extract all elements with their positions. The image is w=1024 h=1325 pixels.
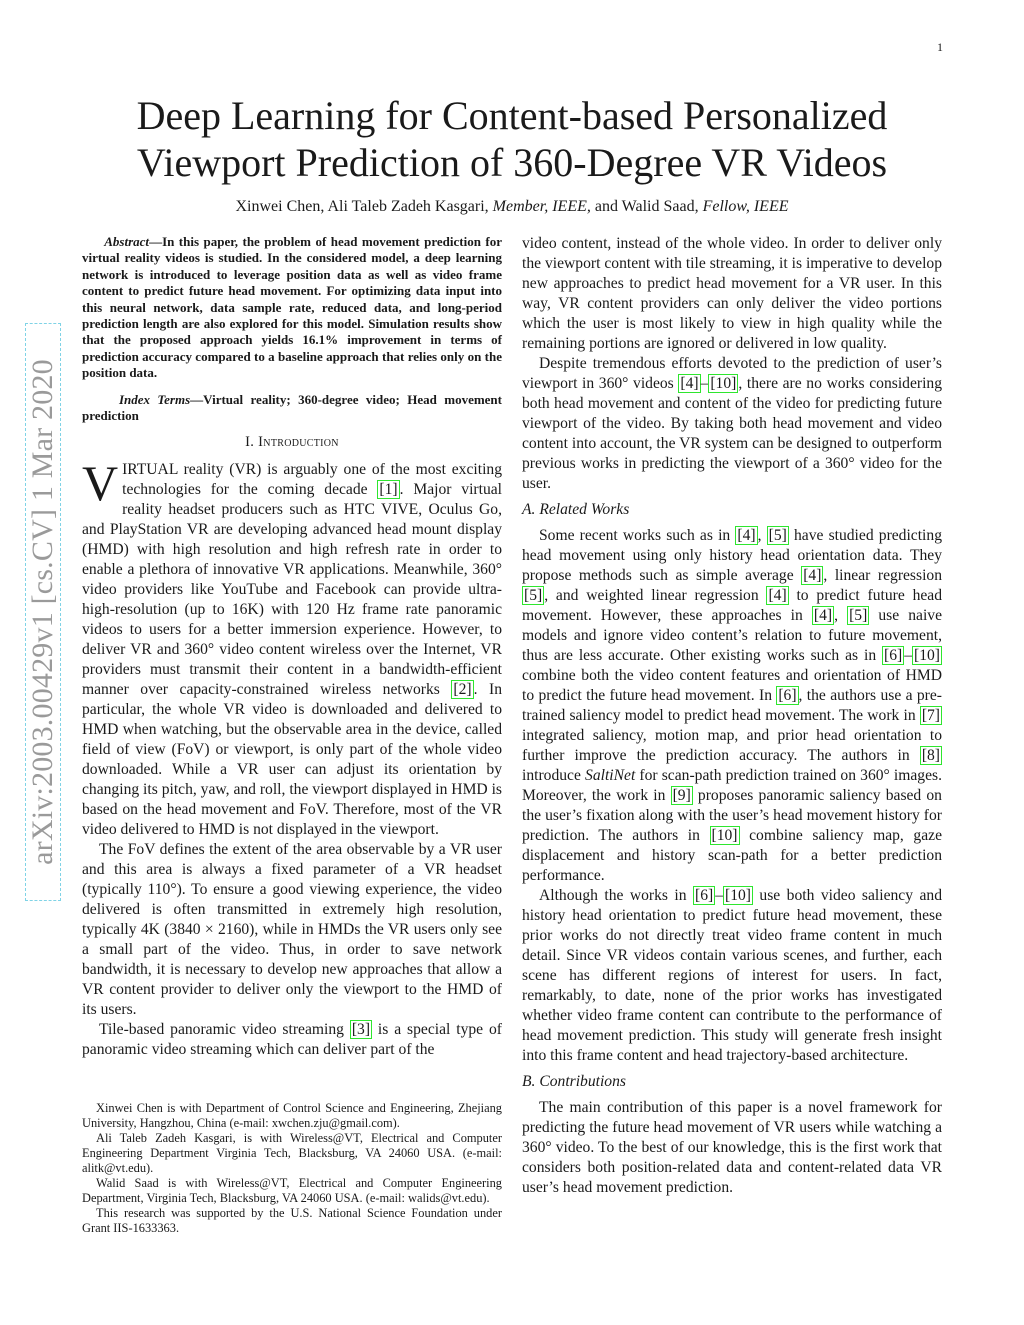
section-heading-introduction (82, 432, 502, 452)
citation-link[interactable]: [8] (921, 747, 940, 764)
intro-paragraph-1 (82, 455, 503, 840)
author-last: and Walid Saad, (594, 198, 699, 215)
citation-link[interactable]: [2] (453, 681, 472, 699)
subsection-heading-contributions: B. Contributions (522, 1073, 626, 1090)
footnotes (82, 1101, 502, 1236)
citation-link[interactable]: [4] (813, 607, 833, 624)
footnote: Xinwei Chen is with Department of Control Science and Engineering, Zhejiang University, Hangzhou, China (e-mail: xwchen.zju@gmail.com). (82, 1101, 502, 1130)
citation-link[interactable]: [10] (725, 887, 751, 904)
body-text: , and weighted linear regression (544, 587, 767, 604)
body-text: use both video saliency and history head orientation to predict future head movement, these prior works do not directly treat video frame content in much detail. Since VR videos contain various scenes, and further, each scene has different regions of interest for users. In fact, remarkably, to date, none of the prior works has investigated whether video frame content can contribute to the performance of head movement prediction. This study will generate fresh insight into this frame content and head trajectory-based architecture. (522, 887, 942, 1064)
intro-text: IRTUAL reality (VR) is arguably one of the most exciting technologies for the coming decade (122, 461, 502, 499)
author-line (60, 198, 964, 216)
body-text: Although the works in (539, 887, 694, 904)
arxiv-stamp-text: arXiv:2003.00429v1 [cs.CV] 1 Mar 2020 (26, 359, 59, 865)
body-text: for scan-path prediction trained on 360° images. Moreover, the work in (522, 767, 942, 804)
citation-link[interactable]: [1] (379, 481, 398, 499)
subsection-heading-related-works: A. Related Works (522, 501, 630, 518)
citation-link[interactable]: [9] (672, 787, 691, 804)
body-text: , the authors use a pre-trained saliency model to predict head movement. The work in (522, 687, 942, 724)
citation-link[interactable]: [4] (737, 527, 756, 544)
abstract-label: Abstract (104, 234, 150, 249)
intro-paragraph-2: The FoV defines the extent of the area observable by a VR user and this area is always a fixed parameter of a VR headset (typically 110°). To ensure a good viewing experience, the video delivered is often transmitted in extremely high resolution, typically 4K (3840 × 2160), while in HMDs the VR users only see a small part of the video. Thus, in order to save network bandwidth, it is necessary to develop new approaches that allow a VR content provider to deliver only the viewport to the HMD of its users. (82, 841, 502, 1019)
body-text: – (715, 887, 723, 904)
intro-paragraph-3 (82, 1020, 502, 1060)
body-text: to predict future head movement. However, these approaches in (522, 587, 943, 624)
body-text: – (700, 375, 709, 392)
citation-link[interactable]: [5] (524, 587, 543, 604)
body-text: – (904, 647, 913, 664)
right-column (522, 234, 942, 1198)
body-text: proposes panoramic saliency based on the user’s fixation along with the user’s head movement history for prediction. The authors in (522, 787, 942, 844)
citation-link[interactable]: [5] (849, 607, 868, 624)
body-text: , (834, 607, 848, 624)
citation-link[interactable]: [6] (884, 647, 903, 664)
footnote: This research was supported by the U.S. National Science Foundation under Grant IIS-1633363. (82, 1206, 502, 1235)
abstract (82, 234, 502, 382)
body-text: integrated saliency, motion map, and prior head orientation to further improve the prediction accuracy. The authors in (522, 727, 942, 764)
intro-text: . Major virtual reality headset producers such as HTC VIVE, Oculus Go, and PlayStation VR are developing advanced head mount display (HMD) with high resolution and high refresh rate in order to enable a plethora of innovative VR applications. Meanwhile, 360° video providers like YouTube and Facebook can provide ultra-high-resolution (up to 16K) with 120 Hz frame rate panoramic videos to users for a better immersion experience. However, to deliver VR and 360° video content wireless over the Internet, VR providers must transmit their content in a bandwidth-efficient manner over capacity-constrained wireless networks (82, 481, 503, 699)
author-role-fellow: Fellow, IEEE (702, 198, 789, 215)
footnote: Walid Saad is with Wireless@VT, Electrical and Computer Engineering Department, Virginia Tech, Blacksburg, VA 24060 USA. (e-mail: walids@vt.edu). (82, 1176, 502, 1205)
citation-link[interactable]: [6] (695, 887, 714, 904)
paper-title (60, 92, 964, 186)
citation-link[interactable]: [7] (921, 707, 940, 724)
abstract-text: —In this paper, the problem of head movement prediction for virtual reality videos is studied. In the considered model, a deep learning network is introduced to leverage position data as well as video frame content to predict future head movement. For optimizing data input into this neural network, data sample rate, reduced data, and long-period prediction length are also explored for this model. Simulation results show that the proposed approach yields 16.1% improvement in terms of prediction accuracy compared to a baseline approach that relies only on the position data. (82, 234, 502, 381)
citation-link[interactable]: [4] (803, 567, 822, 584)
intro-text: Tile-based panoramic video streaming (99, 1021, 350, 1039)
body-text: Despite tremendous efforts devoted to the prediction of user’s viewport in 360° videos (522, 355, 942, 392)
related-works-paragraph-2 (522, 886, 942, 1066)
index-terms-label: Index Terms (118, 391, 191, 407)
citation-link[interactable]: [6] (778, 687, 797, 704)
author-role-member: Member, IEEE, (492, 198, 591, 215)
index-terms (82, 392, 502, 425)
contributions-paragraph: The main contribution of this paper is a novel framework for predicting the future head movement of VR users while watching a 360° video. To the best of our knowledge, this is the first work that considers both position-related data and content-related data VR user’s head movement prediction. (522, 1099, 942, 1196)
citation-link[interactable]: [10] (711, 827, 738, 844)
citation-link[interactable]: [10] (914, 647, 940, 664)
related-works-paragraph-1 (522, 526, 942, 886)
body-text: introduce (522, 767, 586, 784)
citation-link[interactable]: [3] (351, 1021, 371, 1039)
model-name: SaltiNet (585, 767, 636, 784)
body-text: , there are no works considering both head movement and content of the video for predicting future viewport of the video. By taking both head movement and video content into account, the VR system can be designed to outperform previous works in predicting the viewport of a 360° video for the user. (522, 375, 942, 492)
body-text: , linear regression (823, 567, 942, 584)
citation-link[interactable]: [4] (768, 587, 787, 604)
intro-text: . In particular, the whole VR video is downloaded and delivered to HMD when watching, but the observable area in the device, called field of view (FoV) or viewport, is only part of the whole video downloaded. While a VR user can adjust its orientation by changing its pitch, yaw, and roll, the viewport displayed in HMD is based on the head movement and FoV. Therefore, most of the VR video delivered to HMD is not displayed in the viewport. (82, 681, 502, 839)
body-text: combine saliency map, gaze displacement and history scan-path for a better prediction performance. (522, 827, 942, 884)
section-title: Introduction (258, 434, 339, 451)
body-text: have studied predicting head movement using only history head orientation data. They propose methods such as simple average (522, 527, 942, 584)
author-names: Xinwei Chen, Ali Taleb Zadeh Kasgari, (235, 198, 489, 215)
body-text: combine both the video content features and orientation of HMD to predict the future head movement. In (522, 667, 942, 704)
citation-link[interactable]: [10] (710, 375, 737, 392)
section-number: I. (245, 434, 255, 451)
right-paragraph-1: video content, instead of the whole video. In order to deliver only the viewport content with tile streaming, it is imperative to develop new approaches to predict head movement for a VR user. In this way, VR content providers can only deliver the video portions which the user is most likely to view in high quality while the remaining portions are ignored or delivered in low quality. (522, 235, 942, 352)
left-column (82, 234, 502, 1060)
arxiv-stamp[interactable] (25, 323, 61, 901)
index-terms-text: —Virtual reality; 360-degree video; Head movement prediction (82, 391, 502, 424)
body-text: , (757, 527, 767, 544)
right-paragraph-2 (522, 354, 942, 494)
citation-link[interactable]: [5] (768, 527, 787, 544)
title-line-1: Deep Learning for Content-based Personalized (136, 93, 888, 138)
intro-text: is a special type of panoramic video streaming which can deliver part of the (82, 1021, 502, 1059)
body-text: Some recent works such as in (539, 527, 736, 544)
citation-link[interactable]: [4] (680, 375, 699, 392)
drop-cap: V (82, 455, 119, 512)
title-line-2: Viewport Prediction of 360-Degree VR Videos (136, 140, 888, 185)
footnote: Ali Taleb Zadeh Kasgari, is with Wireless@VT, Electrical and Computer Engineering Department Virginia Tech, Blacksburg, VA 24060 USA. (e-mail: alitk@vt.edu). (82, 1131, 502, 1175)
page-number: 1 (937, 40, 943, 54)
body-text: use naive models and ignore video content’s relation to future movement, thus are less accurate. Other existing works such as in (522, 607, 943, 664)
